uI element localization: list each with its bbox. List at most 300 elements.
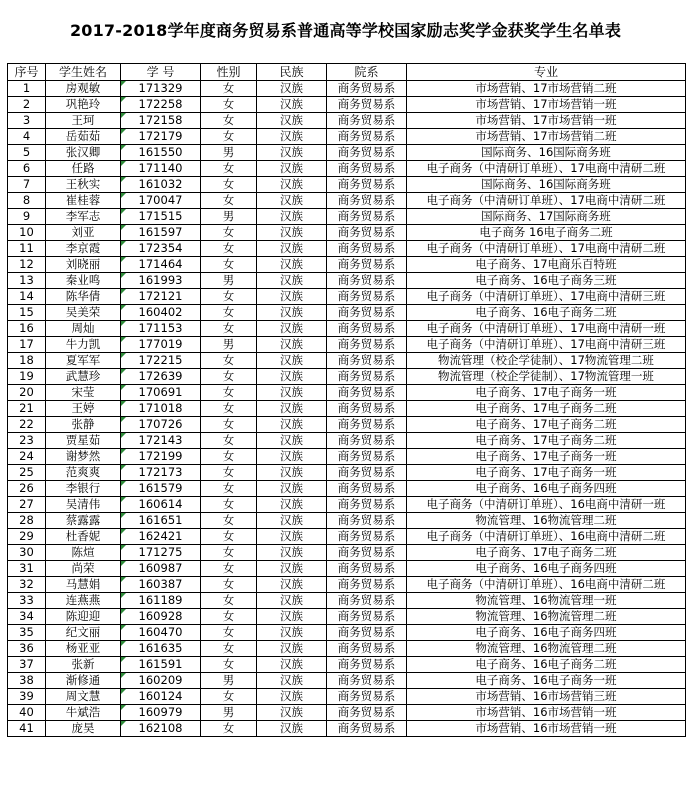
- page-title: 2017-2018学年度商务贸易系普通高等学校国家励志奖学金获奖学生名单表: [69, 21, 622, 40]
- table-row: [8, 641, 686, 657]
- cell-index: 10: [8, 225, 46, 241]
- header-department: 院系: [327, 64, 407, 81]
- table-row: [8, 545, 686, 561]
- table-row: [8, 97, 686, 113]
- cell-gender: 女: [201, 353, 257, 369]
- cell-student-id: 161597: [121, 225, 201, 241]
- cell-gender: 女: [201, 305, 257, 321]
- cell-gender: 女: [201, 241, 257, 257]
- table-row: [8, 305, 686, 321]
- cell-index: 5: [8, 145, 46, 161]
- cell-student-id: 170691: [121, 385, 201, 401]
- cell-gender: 男: [201, 337, 257, 353]
- cell-student-id: 160470: [121, 625, 201, 641]
- cell-gender: 女: [201, 177, 257, 193]
- table-row: [8, 433, 686, 449]
- cell-ethnicity: 汉族: [257, 321, 327, 337]
- cell-department: 商务贸易系: [327, 193, 407, 209]
- cell-department: 商务贸易系: [327, 129, 407, 145]
- cell-ethnicity: 汉族: [257, 593, 327, 609]
- cell-student-id: 160614: [121, 497, 201, 513]
- cell-student-id: 172215: [121, 353, 201, 369]
- cell-index: 24: [8, 449, 46, 465]
- cell-student-id: 160124: [121, 689, 201, 705]
- cell-department: 商务贸易系: [327, 385, 407, 401]
- cell-gender: 女: [201, 385, 257, 401]
- cell-index: 26: [8, 481, 46, 497]
- cell-department: 商务贸易系: [327, 689, 407, 705]
- cell-ethnicity: 汉族: [257, 129, 327, 145]
- cell-index: 20: [8, 385, 46, 401]
- cell-student-id: 160209: [121, 673, 201, 689]
- cell-index: 35: [8, 625, 46, 641]
- cell-ethnicity: 汉族: [257, 273, 327, 289]
- cell-student-id: 172199: [121, 449, 201, 465]
- cell-index: 21: [8, 401, 46, 417]
- cell-department: 商务贸易系: [327, 609, 407, 625]
- cell-major: 物流管理、16物流管理二班: [407, 513, 686, 529]
- cell-student-id: 161550: [121, 145, 201, 161]
- cell-student-id: 171464: [121, 257, 201, 273]
- cell-gender: 女: [201, 625, 257, 641]
- cell-major: 市场营销、17市场营销二班: [407, 129, 686, 145]
- cell-name: 庞昊: [46, 721, 121, 737]
- table-row: [8, 113, 686, 129]
- cell-gender: 女: [201, 657, 257, 673]
- table-row: [8, 577, 686, 593]
- cell-department: 商务贸易系: [327, 417, 407, 433]
- cell-ethnicity: 汉族: [257, 385, 327, 401]
- cell-index: 31: [8, 561, 46, 577]
- cell-ethnicity: 汉族: [257, 673, 327, 689]
- cell-major: 电子商务、17电子商务二班: [407, 433, 686, 449]
- cell-major: 物流管理（校企学徒制）、17物流管理二班: [407, 353, 686, 369]
- cell-index: 7: [8, 177, 46, 193]
- header-row: [8, 64, 686, 81]
- table-row: [8, 177, 686, 193]
- cell-gender: 女: [201, 721, 257, 737]
- cell-gender: 女: [201, 257, 257, 273]
- cell-index: 38: [8, 673, 46, 689]
- cell-department: 商务贸易系: [327, 273, 407, 289]
- cell-student-id: 161032: [121, 177, 201, 193]
- cell-department: 商务贸易系: [327, 449, 407, 465]
- cell-name: 牛力凯: [46, 337, 121, 353]
- cell-major: 电子商务（中清研订单班）、17电商中清研一班: [407, 321, 686, 337]
- cell-major: 电子商务、17电子商务二班: [407, 417, 686, 433]
- cell-department: 商务贸易系: [327, 481, 407, 497]
- table-row: [8, 209, 686, 225]
- cell-major: 电子商务（中清研订单班）、17电商中清研三班: [407, 289, 686, 305]
- cell-name: 纪文丽: [46, 625, 121, 641]
- cell-ethnicity: 汉族: [257, 337, 327, 353]
- cell-major: 电子商务、16电子商务二班: [407, 305, 686, 321]
- cell-ethnicity: 汉族: [257, 401, 327, 417]
- cell-name: 尚荣: [46, 561, 121, 577]
- cell-ethnicity: 汉族: [257, 721, 327, 737]
- cell-department: 商务贸易系: [327, 337, 407, 353]
- table-row: [8, 161, 686, 177]
- cell-student-id: 162108: [121, 721, 201, 737]
- cell-department: 商务贸易系: [327, 177, 407, 193]
- cell-gender: 男: [201, 273, 257, 289]
- cell-student-id: 170726: [121, 417, 201, 433]
- cell-name: 张新: [46, 657, 121, 673]
- table-row: [8, 593, 686, 609]
- cell-major: 电子商务（中清研订单班）、16电商中清研二班: [407, 529, 686, 545]
- cell-major: 电子商务、16电子商务三班: [407, 273, 686, 289]
- cell-major: 国际商务、16国际商务班: [407, 177, 686, 193]
- cell-name: 谢梦然: [46, 449, 121, 465]
- cell-ethnicity: 汉族: [257, 609, 327, 625]
- cell-student-id: 172158: [121, 113, 201, 129]
- cell-student-id: 170047: [121, 193, 201, 209]
- cell-name: 周文慧: [46, 689, 121, 705]
- cell-index: 12: [8, 257, 46, 273]
- cell-department: 商务贸易系: [327, 113, 407, 129]
- table-row: [8, 497, 686, 513]
- cell-department: 商务贸易系: [327, 513, 407, 529]
- cell-student-id: 161635: [121, 641, 201, 657]
- cell-major: 电子商务、16电子商务二班: [407, 657, 686, 673]
- cell-department: 商务贸易系: [327, 289, 407, 305]
- cell-student-id: 162421: [121, 529, 201, 545]
- cell-gender: 女: [201, 113, 257, 129]
- awardee-table: [7, 63, 686, 737]
- table-row: [8, 81, 686, 97]
- cell-name: 王婷: [46, 401, 121, 417]
- cell-name: 马慧娟: [46, 577, 121, 593]
- cell-major: 市场营销、16市场营销一班: [407, 705, 686, 721]
- cell-name: 连燕燕: [46, 593, 121, 609]
- header-index: 序号: [8, 64, 46, 81]
- cell-index: 22: [8, 417, 46, 433]
- cell-student-id: 172121: [121, 289, 201, 305]
- cell-name: 吴美荣: [46, 305, 121, 321]
- cell-department: 商务贸易系: [327, 577, 407, 593]
- cell-major: 电子商务、17电子商务一班: [407, 465, 686, 481]
- table-row: [8, 321, 686, 337]
- cell-index: 11: [8, 241, 46, 257]
- table-row: [8, 257, 686, 273]
- cell-department: 商务贸易系: [327, 529, 407, 545]
- cell-index: 23: [8, 433, 46, 449]
- cell-name: 杨亚亚: [46, 641, 121, 657]
- cell-name: 夏军军: [46, 353, 121, 369]
- table-body: [8, 81, 686, 737]
- cell-ethnicity: 汉族: [257, 577, 327, 593]
- cell-gender: 女: [201, 497, 257, 513]
- cell-ethnicity: 汉族: [257, 465, 327, 481]
- cell-student-id: 160987: [121, 561, 201, 577]
- cell-name: 牛斌浩: [46, 705, 121, 721]
- cell-department: 商务贸易系: [327, 673, 407, 689]
- cell-index: 29: [8, 529, 46, 545]
- cell-ethnicity: 汉族: [257, 449, 327, 465]
- cell-major: 电子商务 16电子商务二班: [407, 225, 686, 241]
- cell-ethnicity: 汉族: [257, 561, 327, 577]
- cell-gender: 女: [201, 161, 257, 177]
- cell-name: 陈华倩: [46, 289, 121, 305]
- cell-name: 贾星茹: [46, 433, 121, 449]
- cell-gender: 女: [201, 289, 257, 305]
- table-row: [8, 609, 686, 625]
- cell-gender: 女: [201, 369, 257, 385]
- cell-index: 6: [8, 161, 46, 177]
- cell-name: 杜香妮: [46, 529, 121, 545]
- cell-ethnicity: 汉族: [257, 353, 327, 369]
- cell-name: 岳茹茹: [46, 129, 121, 145]
- cell-department: 商务贸易系: [327, 257, 407, 273]
- cell-index: 40: [8, 705, 46, 721]
- cell-name: 宋莹: [46, 385, 121, 401]
- table-row: [8, 625, 686, 641]
- cell-student-id: 161579: [121, 481, 201, 497]
- cell-student-id: 161993: [121, 273, 201, 289]
- cell-department: 商务贸易系: [327, 305, 407, 321]
- cell-index: 37: [8, 657, 46, 673]
- cell-index: 9: [8, 209, 46, 225]
- cell-ethnicity: 汉族: [257, 225, 327, 241]
- cell-major: 电子商务、16电子商务一班: [407, 673, 686, 689]
- cell-department: 商务贸易系: [327, 241, 407, 257]
- cell-index: 8: [8, 193, 46, 209]
- cell-index: 25: [8, 465, 46, 481]
- cell-department: 商务贸易系: [327, 497, 407, 513]
- cell-major: 物流管理（校企学徒制）、17物流管理一班: [407, 369, 686, 385]
- cell-gender: 女: [201, 417, 257, 433]
- cell-student-id: 172173: [121, 465, 201, 481]
- cell-gender: 女: [201, 97, 257, 113]
- cell-student-id: 171153: [121, 321, 201, 337]
- header-ethnicity: 民族: [257, 64, 327, 81]
- cell-student-id: 171018: [121, 401, 201, 417]
- table-row: [8, 337, 686, 353]
- table-row: [8, 353, 686, 369]
- cell-gender: 女: [201, 401, 257, 417]
- cell-major: 市场营销、16市场营销三班: [407, 689, 686, 705]
- cell-index: 30: [8, 545, 46, 561]
- cell-major: 电子商务（中清研订单班）、17电商中清研二班: [407, 161, 686, 177]
- cell-department: 商务贸易系: [327, 353, 407, 369]
- cell-department: 商务贸易系: [327, 81, 407, 97]
- cell-department: 商务贸易系: [327, 209, 407, 225]
- cell-name: 张静: [46, 417, 121, 433]
- cell-major: 市场营销、17市场营销二班: [407, 81, 686, 97]
- table-row: [8, 465, 686, 481]
- table-row: [8, 673, 686, 689]
- cell-ethnicity: 汉族: [257, 81, 327, 97]
- cell-gender: 女: [201, 577, 257, 593]
- cell-ethnicity: 汉族: [257, 689, 327, 705]
- cell-name: 蔡露露: [46, 513, 121, 529]
- cell-ethnicity: 汉族: [257, 657, 327, 673]
- cell-gender: 女: [201, 529, 257, 545]
- table-row: [8, 225, 686, 241]
- table-row: [8, 529, 686, 545]
- cell-name: 王秋实: [46, 177, 121, 193]
- cell-gender: 女: [201, 193, 257, 209]
- cell-major: 市场营销、17市场营销一班: [407, 113, 686, 129]
- cell-department: 商务贸易系: [327, 369, 407, 385]
- cell-gender: 女: [201, 465, 257, 481]
- cell-student-id: 171515: [121, 209, 201, 225]
- cell-department: 商务贸易系: [327, 705, 407, 721]
- table-row: [8, 481, 686, 497]
- cell-name: 渐修通: [46, 673, 121, 689]
- table-row: [8, 145, 686, 161]
- cell-student-id: 160979: [121, 705, 201, 721]
- cell-index: 14: [8, 289, 46, 305]
- cell-name: 秦业鸣: [46, 273, 121, 289]
- cell-major: 电子商务（中清研订单班）、16电商中清研二班: [407, 577, 686, 593]
- cell-major: 电子商务（中清研订单班）、17电商中清研三班: [407, 337, 686, 353]
- header-major: 专业: [407, 64, 686, 81]
- cell-index: 15: [8, 305, 46, 321]
- cell-student-id: 172354: [121, 241, 201, 257]
- cell-gender: 男: [201, 705, 257, 721]
- cell-name: 周灿: [46, 321, 121, 337]
- cell-ethnicity: 汉族: [257, 289, 327, 305]
- cell-ethnicity: 汉族: [257, 641, 327, 657]
- cell-major: 物流管理、16物流管理一班: [407, 593, 686, 609]
- cell-department: 商务贸易系: [327, 561, 407, 577]
- cell-name: 房观敏: [46, 81, 121, 97]
- cell-index: 28: [8, 513, 46, 529]
- cell-student-id: 171140: [121, 161, 201, 177]
- cell-name: 刘亚: [46, 225, 121, 241]
- cell-major: 市场营销、16市场营销一班: [407, 721, 686, 737]
- table-row: [8, 385, 686, 401]
- cell-index: 33: [8, 593, 46, 609]
- cell-major: 市场营销、17市场营销一班: [407, 97, 686, 113]
- cell-major: 电子商务、16电子商务四班: [407, 561, 686, 577]
- cell-ethnicity: 汉族: [257, 241, 327, 257]
- cell-ethnicity: 汉族: [257, 545, 327, 561]
- cell-department: 商务贸易系: [327, 545, 407, 561]
- cell-gender: 女: [201, 225, 257, 241]
- cell-major: 物流管理、16物流管理二班: [407, 641, 686, 657]
- cell-index: 41: [8, 721, 46, 737]
- cell-major: 电子商务（中清研订单班）、17电商中清研二班: [407, 241, 686, 257]
- cell-index: 17: [8, 337, 46, 353]
- table-row: [8, 513, 686, 529]
- cell-gender: 女: [201, 609, 257, 625]
- cell-major: 国际商务、16国际商务班: [407, 145, 686, 161]
- cell-ethnicity: 汉族: [257, 97, 327, 113]
- cell-index: 1: [8, 81, 46, 97]
- cell-ethnicity: 汉族: [257, 513, 327, 529]
- cell-ethnicity: 汉族: [257, 161, 327, 177]
- cell-student-id: 160402: [121, 305, 201, 321]
- cell-gender: 女: [201, 129, 257, 145]
- cell-major: 电子商务、17电商乐百特班: [407, 257, 686, 273]
- cell-gender: 女: [201, 593, 257, 609]
- cell-major: 电子商务、17电子商务一班: [407, 385, 686, 401]
- cell-department: 商务贸易系: [327, 641, 407, 657]
- cell-index: 16: [8, 321, 46, 337]
- cell-index: 3: [8, 113, 46, 129]
- cell-name: 李京霞: [46, 241, 121, 257]
- cell-ethnicity: 汉族: [257, 497, 327, 513]
- cell-ethnicity: 汉族: [257, 369, 327, 385]
- cell-name: 巩艳玲: [46, 97, 121, 113]
- cell-index: 39: [8, 689, 46, 705]
- cell-department: 商务贸易系: [327, 657, 407, 673]
- table-row: [8, 401, 686, 417]
- cell-index: 34: [8, 609, 46, 625]
- cell-name: 任路: [46, 161, 121, 177]
- cell-student-id: 172639: [121, 369, 201, 385]
- cell-index: 4: [8, 129, 46, 145]
- cell-department: 商务贸易系: [327, 401, 407, 417]
- cell-ethnicity: 汉族: [257, 305, 327, 321]
- cell-gender: 女: [201, 81, 257, 97]
- header-name: 学生姓名: [46, 64, 121, 81]
- cell-department: 商务贸易系: [327, 97, 407, 113]
- cell-major: 电子商务、16电子商务四班: [407, 481, 686, 497]
- cell-student-id: 160928: [121, 609, 201, 625]
- cell-student-id: 160387: [121, 577, 201, 593]
- cell-name: 王珂: [46, 113, 121, 129]
- cell-ethnicity: 汉族: [257, 481, 327, 497]
- cell-student-id: 172179: [121, 129, 201, 145]
- cell-department: 商务贸易系: [327, 161, 407, 177]
- cell-index: 2: [8, 97, 46, 113]
- table-row: [8, 241, 686, 257]
- cell-gender: 男: [201, 673, 257, 689]
- header-student-id: 学 号: [121, 64, 201, 81]
- cell-ethnicity: 汉族: [257, 113, 327, 129]
- cell-gender: 女: [201, 561, 257, 577]
- table-row: [8, 705, 686, 721]
- cell-department: 商务贸易系: [327, 145, 407, 161]
- cell-ethnicity: 汉族: [257, 705, 327, 721]
- cell-name: 李银行: [46, 481, 121, 497]
- cell-department: 商务贸易系: [327, 465, 407, 481]
- cell-index: 27: [8, 497, 46, 513]
- cell-ethnicity: 汉族: [257, 257, 327, 273]
- cell-name: 吴清伟: [46, 497, 121, 513]
- table-row: [8, 721, 686, 737]
- table-row: [8, 561, 686, 577]
- table-row: [8, 689, 686, 705]
- cell-ethnicity: 汉族: [257, 433, 327, 449]
- cell-major: 电子商务（中清研订单班）、17电商中清研二班: [407, 193, 686, 209]
- cell-major: 物流管理、16物流管理二班: [407, 609, 686, 625]
- cell-index: 13: [8, 273, 46, 289]
- cell-name: 李军志: [46, 209, 121, 225]
- cell-student-id: 177019: [121, 337, 201, 353]
- cell-student-id: 161591: [121, 657, 201, 673]
- cell-ethnicity: 汉族: [257, 145, 327, 161]
- cell-gender: 女: [201, 433, 257, 449]
- table-row: [8, 369, 686, 385]
- table-row: [8, 273, 686, 289]
- cell-student-id: 172143: [121, 433, 201, 449]
- header-gender: 性别: [201, 64, 257, 81]
- cell-name: 陈煊: [46, 545, 121, 561]
- cell-department: 商务贸易系: [327, 433, 407, 449]
- cell-name: 范爽爽: [46, 465, 121, 481]
- cell-major: 电子商务、17电子商务二班: [407, 401, 686, 417]
- table-row: [8, 289, 686, 305]
- cell-major: 电子商务、17电子商务一班: [407, 449, 686, 465]
- cell-student-id: 171329: [121, 81, 201, 97]
- cell-ethnicity: 汉族: [257, 417, 327, 433]
- cell-name: 刘晓丽: [46, 257, 121, 273]
- cell-gender: 女: [201, 513, 257, 529]
